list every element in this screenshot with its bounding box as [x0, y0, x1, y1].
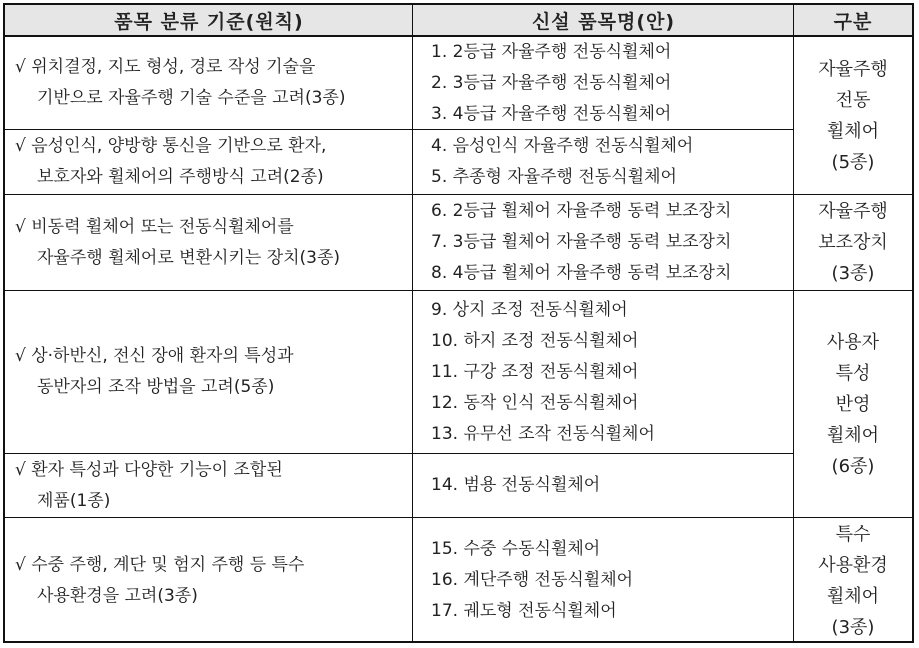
criteria-row-4 [5, 291, 412, 453]
criteria-line: √ 수중 주행, 계단 및 험지 주행 등 특수 [15, 554, 305, 575]
item: 5. 추종형 자율주행 전동식휠체어 [431, 167, 677, 187]
item: 17. 궤도형 전동식휠체어 [431, 601, 617, 621]
criteria-line: 자율주행 휠체어로 변환시키는 장치(3종) [37, 247, 341, 268]
item: 12. 동작 인식 전동식휠체어 [431, 392, 639, 413]
item: 2. 3등급 자율주행 전동식휠체어 [431, 72, 672, 93]
criteria-row-2 [5, 130, 412, 194]
item: 14. 범용 전동식휠체어 [431, 475, 601, 495]
item: 11. 구강 조정 전동식휠체어 [431, 361, 639, 382]
category-line: 사용자 [826, 331, 880, 353]
criteria-line: √ 상·하반신, 전신 장애 환자의 특성과 [15, 346, 294, 366]
item: 15. 수중 수동식휠체어 [431, 539, 601, 559]
criteria-line: √ 위치결정, 지도 형성, 경로 작성 기술을 [15, 57, 316, 77]
item: 10. 하지 조정 전동식휠체어 [431, 330, 639, 351]
header-criteria: 품목 분류 기준(원칙) [5, 5, 413, 37]
items-group-4 [413, 291, 793, 453]
item: 3. 4등급 자율주행 전동식휠체어 [431, 103, 672, 124]
criteria-line: √ 환자 특성과 다양한 기능이 조합된 [15, 459, 283, 480]
category-line: 보조장치 [818, 232, 888, 253]
category-line: 휠체어 [826, 424, 880, 446]
items-group-6 [413, 518, 793, 643]
item: 7. 3등급 휠체어 자율주행 동력 보조장치 [431, 232, 732, 252]
items-group-5 [413, 454, 793, 517]
category-4 [794, 518, 912, 643]
category-line: 특수 [835, 523, 871, 545]
category-line: 특성 [835, 362, 871, 384]
category-line: (6종) [831, 455, 875, 477]
items-group-3 [413, 195, 793, 290]
category-line: (5종) [831, 151, 875, 173]
criteria-line: 사용환경을 고려(3종) [37, 585, 198, 606]
category-1 [794, 37, 912, 194]
header-new-name: 신설 품목명(안) [413, 5, 794, 37]
classification-table [3, 3, 914, 643]
item: 8. 4등급 휠체어 자율주행 동력 보조장치 [431, 263, 732, 283]
category-2 [794, 195, 912, 290]
category-line: (3종) [831, 263, 875, 284]
criteria-row-5 [5, 454, 412, 517]
header-category: 구분 [794, 5, 912, 37]
item: 1. 2등급 자율주행 전동식휠체어 [431, 41, 672, 62]
category-line: 사용환경 [818, 554, 888, 576]
item: 4. 음성인식 자율주행 전동식휠체어 [431, 136, 694, 156]
category-line: 자율주행 [818, 58, 888, 80]
category-line: 전동 [835, 89, 871, 111]
category-line: 휠체어 [826, 585, 880, 607]
category-line: (3종) [831, 616, 875, 638]
criteria-line: 동반자의 조작 방법을 고려(5종) [37, 377, 275, 397]
items-group-1 [413, 37, 793, 129]
category-line: 자율주행 [818, 201, 888, 222]
criteria-line: 기반으로 자율주행 기술 수준을 고려(3종) [37, 88, 346, 108]
criteria-row-1 [5, 37, 412, 129]
criteria-line: √ 비동력 휠체어 또는 전동식휠체어를 [15, 216, 294, 237]
criteria-row-3 [5, 195, 412, 290]
criteria-row-6 [5, 518, 412, 643]
item: 6. 2등급 휠체어 자율주행 동력 보조장치 [431, 201, 732, 221]
criteria-line: √ 음성인식, 양방향 통신을 기반으로 환자, [15, 136, 327, 156]
items-group-2 [413, 130, 793, 194]
item: 9. 상지 조정 전동식휠체어 [431, 299, 628, 320]
criteria-line: 제품(1종) [37, 490, 111, 511]
category-line: 반영 [835, 393, 871, 415]
item: 16. 계단주행 전동식휠체어 [431, 570, 634, 590]
criteria-line: 보호자와 휠체어의 주행방식 고려(2종) [37, 167, 324, 187]
category-line: 휠체어 [826, 120, 880, 142]
item: 13. 유무선 조작 전동식휠체어 [431, 423, 655, 444]
category-3 [794, 291, 912, 517]
